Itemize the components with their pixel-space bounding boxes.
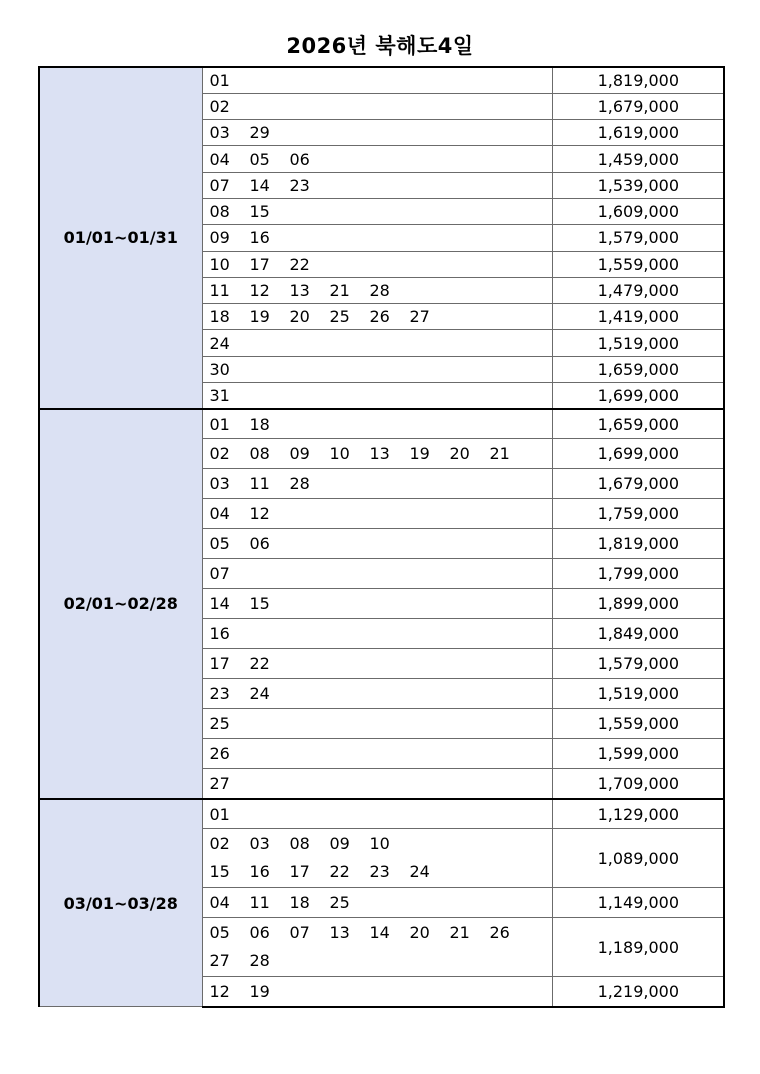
day-line [210, 176, 552, 195]
price-value: 1,699,000 [552, 383, 724, 409]
departure-day: 05 [209, 534, 230, 554]
day-line [210, 255, 552, 274]
departure-day: 18 [209, 307, 230, 327]
departure-day: 17 [249, 254, 270, 274]
departure-day: 18 [289, 893, 310, 913]
day-line [210, 504, 552, 523]
day-line [210, 71, 552, 90]
departure-day: 13 [329, 923, 350, 943]
day-line [210, 982, 552, 1001]
price-value: 1,219,000 [552, 977, 724, 1007]
day-line [210, 947, 552, 975]
departure-days-cell [202, 709, 552, 739]
day-line [210, 360, 552, 379]
group-january [39, 67, 724, 409]
departure-day: 12 [249, 504, 270, 524]
group-march [39, 799, 724, 1007]
price-value: 1,799,000 [552, 559, 724, 589]
departure-days-cell [202, 198, 552, 224]
day-line [210, 654, 552, 673]
departure-day: 19 [249, 307, 270, 327]
departure-day: 15 [249, 202, 270, 222]
price-value: 1,819,000 [552, 529, 724, 559]
departure-day: 26 [489, 923, 510, 943]
departure-days-cell [202, 619, 552, 649]
departure-day: 16 [249, 862, 270, 882]
departure-day: 15 [249, 594, 270, 614]
price-value: 1,899,000 [552, 589, 724, 619]
departure-day: 25 [209, 714, 230, 734]
departure-days-cell [202, 356, 552, 382]
price-value: 1,149,000 [552, 888, 724, 918]
day-line [210, 150, 552, 169]
departure-day: 18 [249, 414, 270, 434]
price-table [38, 66, 725, 1008]
price-value: 1,759,000 [552, 499, 724, 529]
period-label: 01/01~01/31 [39, 67, 202, 409]
day-line [210, 744, 552, 763]
departure-day: 11 [249, 893, 270, 913]
day-line [210, 444, 552, 463]
period-label: 02/01~02/28 [39, 409, 202, 799]
day-line [210, 714, 552, 733]
table-row [39, 67, 724, 93]
departure-day: 14 [369, 923, 390, 943]
departure-day: 24 [409, 862, 430, 882]
departure-day: 04 [209, 149, 230, 169]
departure-days-cell [202, 330, 552, 356]
departure-days-cell [202, 977, 552, 1007]
price-value: 1,539,000 [552, 172, 724, 198]
departure-day: 25 [329, 307, 350, 327]
price-value: 1,679,000 [552, 93, 724, 119]
departure-day: 23 [209, 684, 230, 704]
departure-day: 14 [209, 594, 230, 614]
day-line [210, 830, 552, 858]
departure-day: 09 [329, 834, 350, 854]
departure-day: 04 [209, 893, 230, 913]
departure-day: 16 [209, 624, 230, 644]
departure-day: 28 [289, 474, 310, 494]
departure-day: 09 [209, 228, 230, 248]
departure-day: 11 [249, 474, 270, 494]
departure-day: 15 [209, 862, 230, 882]
departure-day: 01 [209, 70, 230, 90]
page-title: 2026년 북해도4일 [286, 34, 474, 58]
departure-day: 11 [209, 281, 230, 301]
price-value: 1,679,000 [552, 469, 724, 499]
departure-days-cell [202, 383, 552, 409]
departure-day: 26 [369, 307, 390, 327]
departure-days-cell [202, 799, 552, 829]
departure-day: 19 [249, 982, 270, 1002]
departure-day: 22 [289, 254, 310, 274]
departure-days-cell [202, 469, 552, 499]
departure-day: 24 [209, 333, 230, 353]
departure-day: 17 [289, 862, 310, 882]
price-value: 1,559,000 [552, 251, 724, 277]
price-value: 1,559,000 [552, 709, 724, 739]
price-value: 1,659,000 [552, 409, 724, 439]
price-value: 1,659,000 [552, 356, 724, 382]
departure-day: 31 [209, 385, 230, 405]
departure-days-cell [202, 251, 552, 277]
table-row [39, 799, 724, 829]
departure-day: 03 [209, 474, 230, 494]
price-value: 1,819,000 [552, 67, 724, 93]
departure-day: 04 [209, 504, 230, 524]
departure-day: 13 [289, 281, 310, 301]
departure-day: 06 [249, 923, 270, 943]
departure-days-cell [202, 225, 552, 251]
departure-days-cell [202, 277, 552, 303]
departure-days-cell [202, 304, 552, 330]
departure-day: 28 [249, 951, 270, 971]
price-value: 1,189,000 [552, 918, 724, 977]
departure-day: 02 [209, 834, 230, 854]
departure-day: 10 [329, 444, 350, 464]
departure-days-cell [202, 649, 552, 679]
departure-day: 28 [369, 281, 390, 301]
departure-days-cell [202, 499, 552, 529]
price-value: 1,519,000 [552, 330, 724, 356]
departure-days-cell [202, 888, 552, 918]
group-february [39, 409, 724, 799]
departure-days-cell [202, 829, 552, 888]
price-value: 1,479,000 [552, 277, 724, 303]
departure-day: 01 [209, 414, 230, 434]
departure-day: 13 [369, 444, 390, 464]
price-value: 1,579,000 [552, 225, 724, 251]
departure-day: 27 [209, 951, 230, 971]
departure-day: 26 [209, 744, 230, 764]
day-line [210, 281, 552, 300]
departure-day: 10 [209, 254, 230, 274]
departure-day: 06 [289, 149, 310, 169]
day-line [210, 919, 552, 947]
departure-days-cell [202, 559, 552, 589]
departure-day: 10 [369, 834, 390, 854]
price-value: 1,089,000 [552, 829, 724, 888]
departure-day: 23 [369, 862, 390, 882]
departure-days-cell [202, 93, 552, 119]
price-value: 1,459,000 [552, 146, 724, 172]
departure-day: 21 [329, 281, 350, 301]
departure-day: 01 [209, 804, 230, 824]
day-line [210, 893, 552, 912]
departure-day: 09 [289, 444, 310, 464]
departure-day: 20 [409, 923, 430, 943]
departure-days-cell [202, 409, 552, 439]
day-line [210, 202, 552, 221]
day-line [210, 564, 552, 583]
departure-day: 21 [449, 923, 470, 943]
price-value: 1,619,000 [552, 120, 724, 146]
departure-days-cell [202, 172, 552, 198]
price-value: 1,699,000 [552, 439, 724, 469]
price-value: 1,519,000 [552, 679, 724, 709]
departure-day: 25 [329, 893, 350, 913]
departure-day: 22 [249, 654, 270, 674]
departure-day: 07 [209, 564, 230, 584]
departure-days-cell [202, 439, 552, 469]
day-line [210, 858, 552, 886]
day-line [210, 307, 552, 326]
departure-day: 23 [289, 175, 310, 195]
departure-days-cell [202, 769, 552, 799]
departure-days-cell [202, 589, 552, 619]
departure-day: 16 [249, 228, 270, 248]
departure-day: 20 [289, 307, 310, 327]
departure-day: 02 [209, 96, 230, 116]
departure-day: 30 [209, 359, 230, 379]
departure-day: 02 [209, 444, 230, 464]
day-line [210, 334, 552, 353]
day-line [210, 228, 552, 247]
departure-day: 17 [209, 654, 230, 674]
day-line [210, 534, 552, 553]
departure-day: 05 [209, 923, 230, 943]
departure-day: 07 [209, 175, 230, 195]
period-label: 03/01~03/28 [39, 799, 202, 1007]
departure-day: 19 [409, 444, 430, 464]
table-row [39, 409, 724, 439]
price-value: 1,579,000 [552, 649, 724, 679]
departure-days-cell [202, 679, 552, 709]
price-value: 1,709,000 [552, 769, 724, 799]
departure-day: 14 [249, 175, 270, 195]
departure-day: 27 [409, 307, 430, 327]
departure-day: 03 [249, 834, 270, 854]
departure-days-cell [202, 739, 552, 769]
departure-day: 08 [209, 202, 230, 222]
day-line [210, 474, 552, 493]
departure-days-cell [202, 918, 552, 977]
day-line [210, 624, 552, 643]
departure-day: 08 [249, 444, 270, 464]
departure-day: 20 [449, 444, 470, 464]
price-value: 1,609,000 [552, 198, 724, 224]
departure-day: 22 [329, 862, 350, 882]
departure-day: 08 [289, 834, 310, 854]
departure-day: 07 [289, 923, 310, 943]
departure-day: 06 [249, 534, 270, 554]
departure-day: 03 [209, 123, 230, 143]
departure-days-cell [202, 67, 552, 93]
price-value: 1,849,000 [552, 619, 724, 649]
day-line [210, 594, 552, 613]
day-line [210, 386, 552, 405]
departure-days-cell [202, 146, 552, 172]
day-line [210, 684, 552, 703]
price-value: 1,129,000 [552, 799, 724, 829]
price-value: 1,599,000 [552, 739, 724, 769]
departure-day: 12 [209, 982, 230, 1002]
departure-day: 24 [249, 684, 270, 704]
day-line [210, 805, 552, 824]
day-line [210, 774, 552, 793]
day-line [210, 97, 552, 116]
departure-days-cell [202, 120, 552, 146]
departure-day: 12 [249, 281, 270, 301]
departure-day: 21 [489, 444, 510, 464]
departure-day: 29 [249, 123, 270, 143]
departure-day: 05 [249, 149, 270, 169]
price-value: 1,419,000 [552, 304, 724, 330]
departure-days-cell [202, 529, 552, 559]
day-line [210, 415, 552, 434]
day-line [210, 123, 552, 142]
departure-day: 27 [209, 774, 230, 794]
